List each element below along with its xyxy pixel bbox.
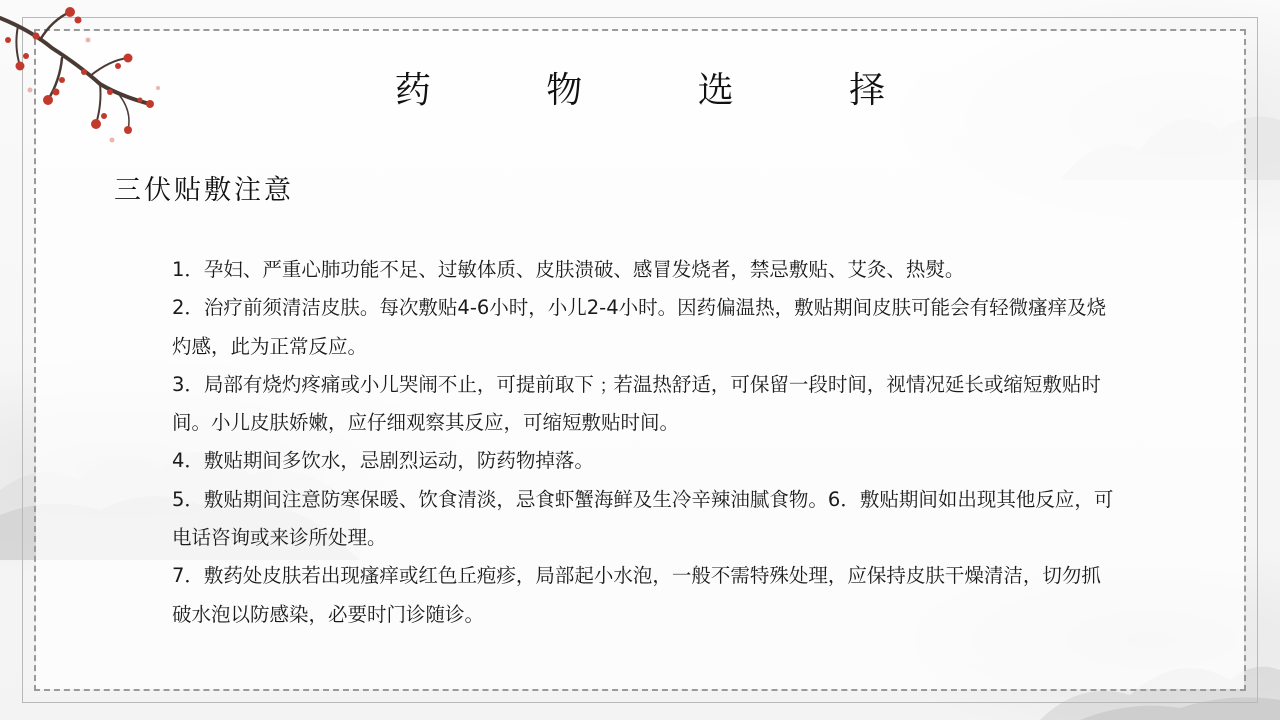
list-item: 1．孕妇、严重心肺功能不足、过敏体质、皮肤溃破、感冒发烧者，禁忌敷贴、艾灸、热熨。 [172, 258, 965, 281]
list-item: 4．敷贴期间多饮水，忌剧烈运动，防药物掉落。 [172, 449, 594, 473]
list-item: 7．敷药处皮肤若出现瘙痒或红色丘疱疹，局部起小水泡，一般不需特殊处理，应保持皮肤干燥清洁，切勿抓破水泡以防感染，必要时门诊随诊。 [172, 564, 1101, 626]
page-title: 药 物 选 择 [394, 70, 938, 111]
precautions-list [172, 251, 1117, 634]
list-item: 5．敷贴期间注意防寒保暖、饮食清淡，忌食虾蟹海鲜及生冷辛辣油腻食物。6．敷贴期间如出现其他反应，可电话咨询或来诊所处理。 [172, 487, 1114, 550]
list-item: 2．治疗前须清洁皮肤。每次敷贴4-6小时，小儿2-4小时。因药偏温热，敷贴期间皮肤可能会有轻微瘙痒及烧灼感，此为正常反应。 [172, 296, 1107, 358]
section-subtitle: 三伏贴敷注意 [114, 175, 294, 206]
list-item: 3．局部有烧灼疼痛或小儿哭闹不止，可提前取下﹔若温热舒适，可保留一段时间，视情况延长或缩短敷贴时间。小儿皮肤娇嫩，应仔细观察其反应，可缩短敷贴时间。 [172, 372, 1101, 435]
